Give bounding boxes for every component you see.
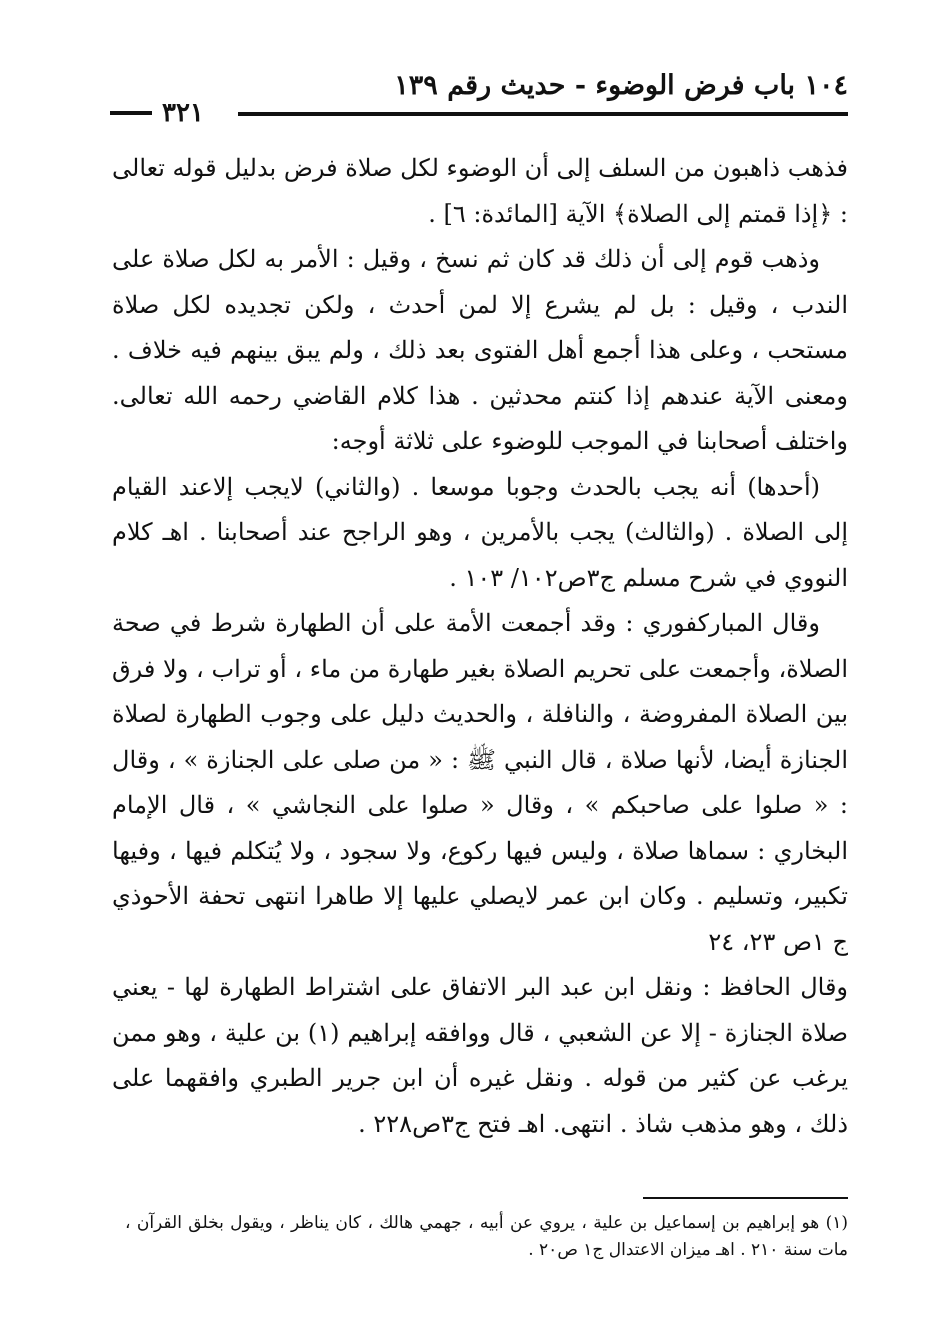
- main-text: [112, 146, 848, 1147]
- paragraph: وذهب قوم إلى أن ذلك قد كان ثم نسخ ، وقيل : الأمر به لكل صلاة على الندب ، وقيل : بل لم يشرع إلا لمن أحدث ، ولكن تجديده لكل صلاة مستحب ، وعلى هذا أجمع أهل الفتوى بعد ذلك ، ولم يبق بينهم فيه خلاف . ومعنى الآية عندهم إذا كنتم محدثين . هذا كلام القاضي رحمه الله تعالى. واختلف أصحابنا في الموجب للوضوء على ثلاثة أوجه:: [112, 245, 848, 455]
- paragraph: (أحدها) أنه يجب بالحدث وجوبا موسعا . (والثاني) لايجب إلاعند القيام إلى الصلاة . (والثالث) يجب بالأمرين ، وهو الراجح عند أصحابنا . اهـ كلام النووي في شرح مسلم ج٣ص١٠٢/ ١٠٣ .: [112, 472, 848, 592]
- page-number-value: ٣٢١: [162, 98, 204, 128]
- page-number: [110, 98, 204, 128]
- running-header: [110, 70, 848, 130]
- footnote: (١) هو إبراهيم بن إسماعيل بن علية ، يروي عن أبيه ، جهمي هالك ، كان يناظر ، ويقول بخلق القرآن ، مات سنة ٢١٠ . اهـ ميزان الاعتدال ج١ ص٢٠ .: [125, 1213, 848, 1260]
- paragraph: فذهب ذاهبون من السلف إلى أن الوضوء لكل صلاة فرض بدليل قوله تعالى : ﴿إذا قمتم إلى الصلاة﴾ الآية [المائدة: ٦] .: [112, 154, 848, 228]
- page-number-dash: [110, 111, 152, 115]
- footnote-separator: [643, 1197, 848, 1199]
- header-rule: [238, 112, 848, 116]
- footnotes: [125, 1210, 848, 1264]
- paragraph: وقال الحافظ : ونقل ابن عبد البر الاتفاق على اشتراط الطهارة لها - يعني صلاة الجنازة - إلا عن الشعبي ، قال ووافقه إبراهيم (١) بن علية ، وهو ممن يرغب عن كثير من قوله . ونقل غيره أن ابن جرير الطبري وافقهما على ذلك ، وهو مذهب شاذ . انتهى. اهـ فتح ج٣ص٢٢٨ .: [112, 973, 849, 1138]
- paragraph: وقال المباركفوري : وقد أجمعت الأمة على أن الطهارة شرط في صحة الصلاة، وأجمعت على تحريم الصلاة بغير طهارة من ماء ، أو تراب ، ولا فرق بين الصلاة المفروضة ، والنافلة ، والحديث دليل على وجوب الطهارة لصلاة الجنازة أيضا، لأنها صلاة ، قال النبي ﷺ : « من صلى على الجنازة » ، وقال : « صلوا على صاحبكم » ، وقال « صلوا على النجاشي » ، قال الإمام البخاري : سماها صلاة ، وليس فيها ركوع، ولا سجود ، ولا يُتكلم فيها ، وفيها تكبير، وتسليم . وكان ابن عمر لايصلي عليها إلا طاهرا انتهى تحفة الأحوذي ج ١ص ٢٣، ٢٤: [112, 609, 848, 956]
- chapter-title: ١٠٤ باب فرض الوضوء - حديث رقم ١٣٩: [394, 70, 848, 101]
